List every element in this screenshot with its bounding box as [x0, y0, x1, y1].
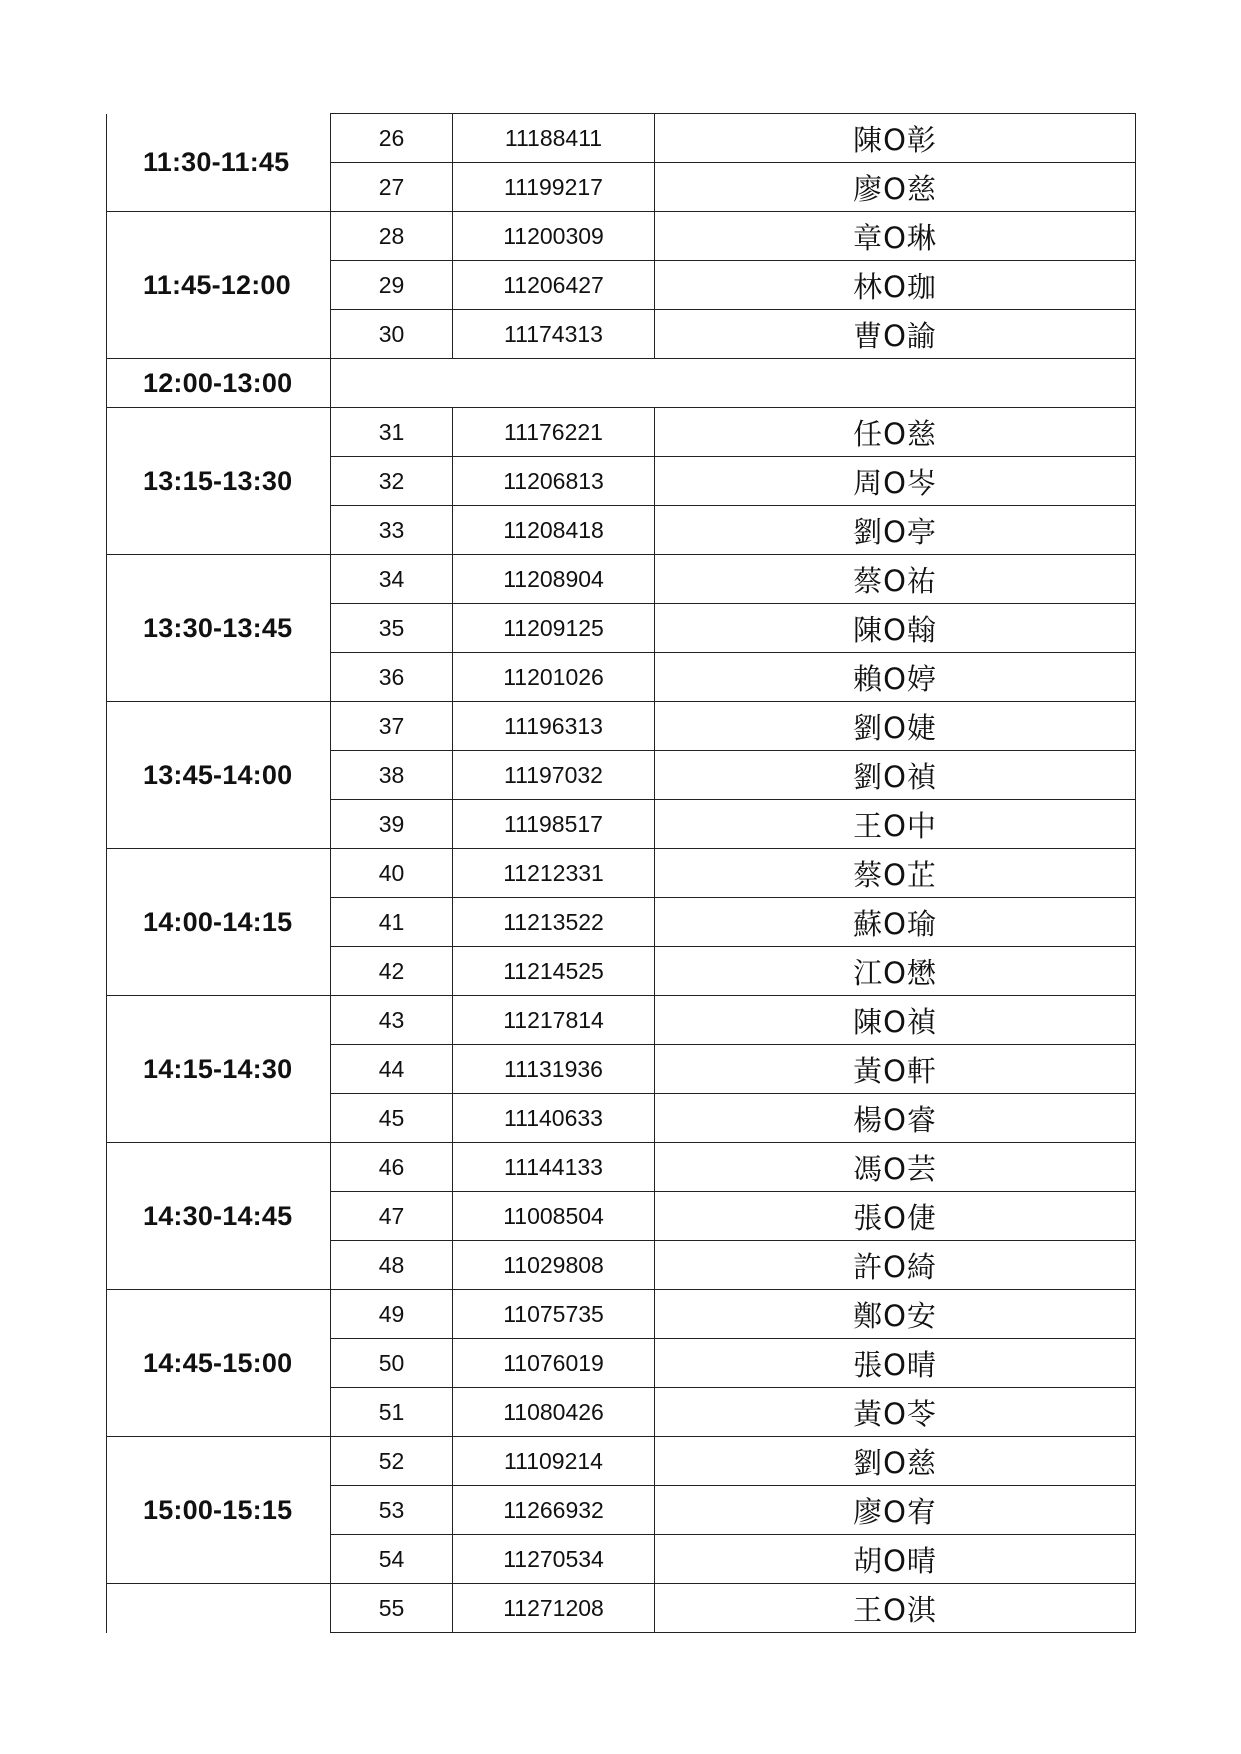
- table-row: [107, 1290, 1136, 1339]
- seat-number: 38: [331, 751, 453, 800]
- seat-number: 45: [331, 1094, 453, 1143]
- time-slot: 13:45-14:00: [107, 702, 331, 849]
- student-name: 廖O宥: [655, 1486, 1136, 1535]
- seat-number: 40: [331, 849, 453, 898]
- table-row: [107, 1584, 1136, 1633]
- student-id: 11076019: [453, 1339, 655, 1388]
- student-id: 11199217: [453, 163, 655, 212]
- student-name: 賴O婷: [655, 653, 1136, 702]
- break-empty-cell: [331, 359, 1136, 408]
- table-row: [107, 212, 1136, 261]
- student-name: 周O岑: [655, 457, 1136, 506]
- seat-number: 39: [331, 800, 453, 849]
- student-id: 11200309: [453, 212, 655, 261]
- student-name: 王O淇: [655, 1584, 1136, 1633]
- student-id: 11208418: [453, 506, 655, 555]
- time-slot: 13:15-13:30: [107, 408, 331, 555]
- seat-number: 30: [331, 310, 453, 359]
- student-id: 11075735: [453, 1290, 655, 1339]
- table-row: [107, 702, 1136, 751]
- student-id: 11188411: [453, 114, 655, 163]
- seat-number: 41: [331, 898, 453, 947]
- student-name: 馮O芸: [655, 1143, 1136, 1192]
- student-id: 11209125: [453, 604, 655, 653]
- break-row: [107, 359, 1136, 408]
- seat-number: 27: [331, 163, 453, 212]
- seat-number: 37: [331, 702, 453, 751]
- student-id: 11206427: [453, 261, 655, 310]
- student-id: 11140633: [453, 1094, 655, 1143]
- table-row: [107, 849, 1136, 898]
- student-id: 11271208: [453, 1584, 655, 1633]
- student-name: 陳O禎: [655, 996, 1136, 1045]
- table-row: [107, 555, 1136, 604]
- student-name: 鄭O安: [655, 1290, 1136, 1339]
- seat-number: 51: [331, 1388, 453, 1437]
- seat-number: 44: [331, 1045, 453, 1094]
- seat-number: 35: [331, 604, 453, 653]
- time-slot: 15:00-15:15: [107, 1437, 331, 1584]
- student-name: 王O中: [655, 800, 1136, 849]
- seat-number: 32: [331, 457, 453, 506]
- seat-number: 43: [331, 996, 453, 1045]
- student-name: 劉O婕: [655, 702, 1136, 751]
- student-name: 曹O諭: [655, 310, 1136, 359]
- table-row: [107, 996, 1136, 1045]
- seat-number: 36: [331, 653, 453, 702]
- student-id: 11008504: [453, 1192, 655, 1241]
- student-name: 任O慈: [655, 408, 1136, 457]
- break-time-slot: 12:00-13:00: [107, 359, 331, 408]
- time-slot: 14:45-15:00: [107, 1290, 331, 1437]
- student-id: 11201026: [453, 653, 655, 702]
- time-slot: 11:45-12:00: [107, 212, 331, 359]
- student-name: 胡O晴: [655, 1535, 1136, 1584]
- student-id: 11176221: [453, 408, 655, 457]
- student-id: 11197032: [453, 751, 655, 800]
- seat-number: 29: [331, 261, 453, 310]
- student-name: 黃O軒: [655, 1045, 1136, 1094]
- seat-number: 26: [331, 114, 453, 163]
- student-id: 11206813: [453, 457, 655, 506]
- time-slot: 13:30-13:45: [107, 555, 331, 702]
- student-id: 11270534: [453, 1535, 655, 1584]
- time-slot: 14:00-14:15: [107, 849, 331, 996]
- student-name: 蔡O芷: [655, 849, 1136, 898]
- student-id: 11208904: [453, 555, 655, 604]
- table-row: [107, 1437, 1136, 1486]
- student-id: 11144133: [453, 1143, 655, 1192]
- student-name: 劉O亭: [655, 506, 1136, 555]
- student-id: 11212331: [453, 849, 655, 898]
- schedule-table: [106, 113, 1136, 1633]
- seat-number: 50: [331, 1339, 453, 1388]
- student-name: 劉O禎: [655, 751, 1136, 800]
- student-name: 蔡O祐: [655, 555, 1136, 604]
- student-name: 蘇O瑜: [655, 898, 1136, 947]
- student-id: 11109214: [453, 1437, 655, 1486]
- seat-number: 55: [331, 1584, 453, 1633]
- seat-number: 54: [331, 1535, 453, 1584]
- table-row: [107, 408, 1136, 457]
- student-name: 黃O苓: [655, 1388, 1136, 1437]
- seat-number: 28: [331, 212, 453, 261]
- seat-number: 53: [331, 1486, 453, 1535]
- seat-number: 52: [331, 1437, 453, 1486]
- schedule-body: [107, 114, 1136, 1633]
- student-name: 廖O慈: [655, 163, 1136, 212]
- student-id: 11080426: [453, 1388, 655, 1437]
- time-slot: 11:30-11:45: [107, 114, 331, 212]
- student-name: 章O琳: [655, 212, 1136, 261]
- seat-number: 46: [331, 1143, 453, 1192]
- student-name: 劉O慈: [655, 1437, 1136, 1486]
- time-slot: [107, 1584, 331, 1633]
- seat-number: 34: [331, 555, 453, 604]
- student-name: 陳O彰: [655, 114, 1136, 163]
- student-id: 11198517: [453, 800, 655, 849]
- student-id: 11217814: [453, 996, 655, 1045]
- student-name: 張O倢: [655, 1192, 1136, 1241]
- student-name: 陳O翰: [655, 604, 1136, 653]
- student-name: 江O懋: [655, 947, 1136, 996]
- table-row: [107, 114, 1136, 163]
- table-row: [107, 1143, 1136, 1192]
- seat-number: 47: [331, 1192, 453, 1241]
- student-name: 張O晴: [655, 1339, 1136, 1388]
- student-id: 11029808: [453, 1241, 655, 1290]
- student-name: 楊O睿: [655, 1094, 1136, 1143]
- student-id: 11174313: [453, 310, 655, 359]
- seat-number: 48: [331, 1241, 453, 1290]
- student-id: 11214525: [453, 947, 655, 996]
- student-id: 11196313: [453, 702, 655, 751]
- seat-number: 31: [331, 408, 453, 457]
- seat-number: 49: [331, 1290, 453, 1339]
- seat-number: 33: [331, 506, 453, 555]
- time-slot: 14:15-14:30: [107, 996, 331, 1143]
- student-id: 11266932: [453, 1486, 655, 1535]
- student-id: 11131936: [453, 1045, 655, 1094]
- time-slot: 14:30-14:45: [107, 1143, 331, 1290]
- student-id: 11213522: [453, 898, 655, 947]
- seat-number: 42: [331, 947, 453, 996]
- student-name: 林O珈: [655, 261, 1136, 310]
- student-name: 許O綺: [655, 1241, 1136, 1290]
